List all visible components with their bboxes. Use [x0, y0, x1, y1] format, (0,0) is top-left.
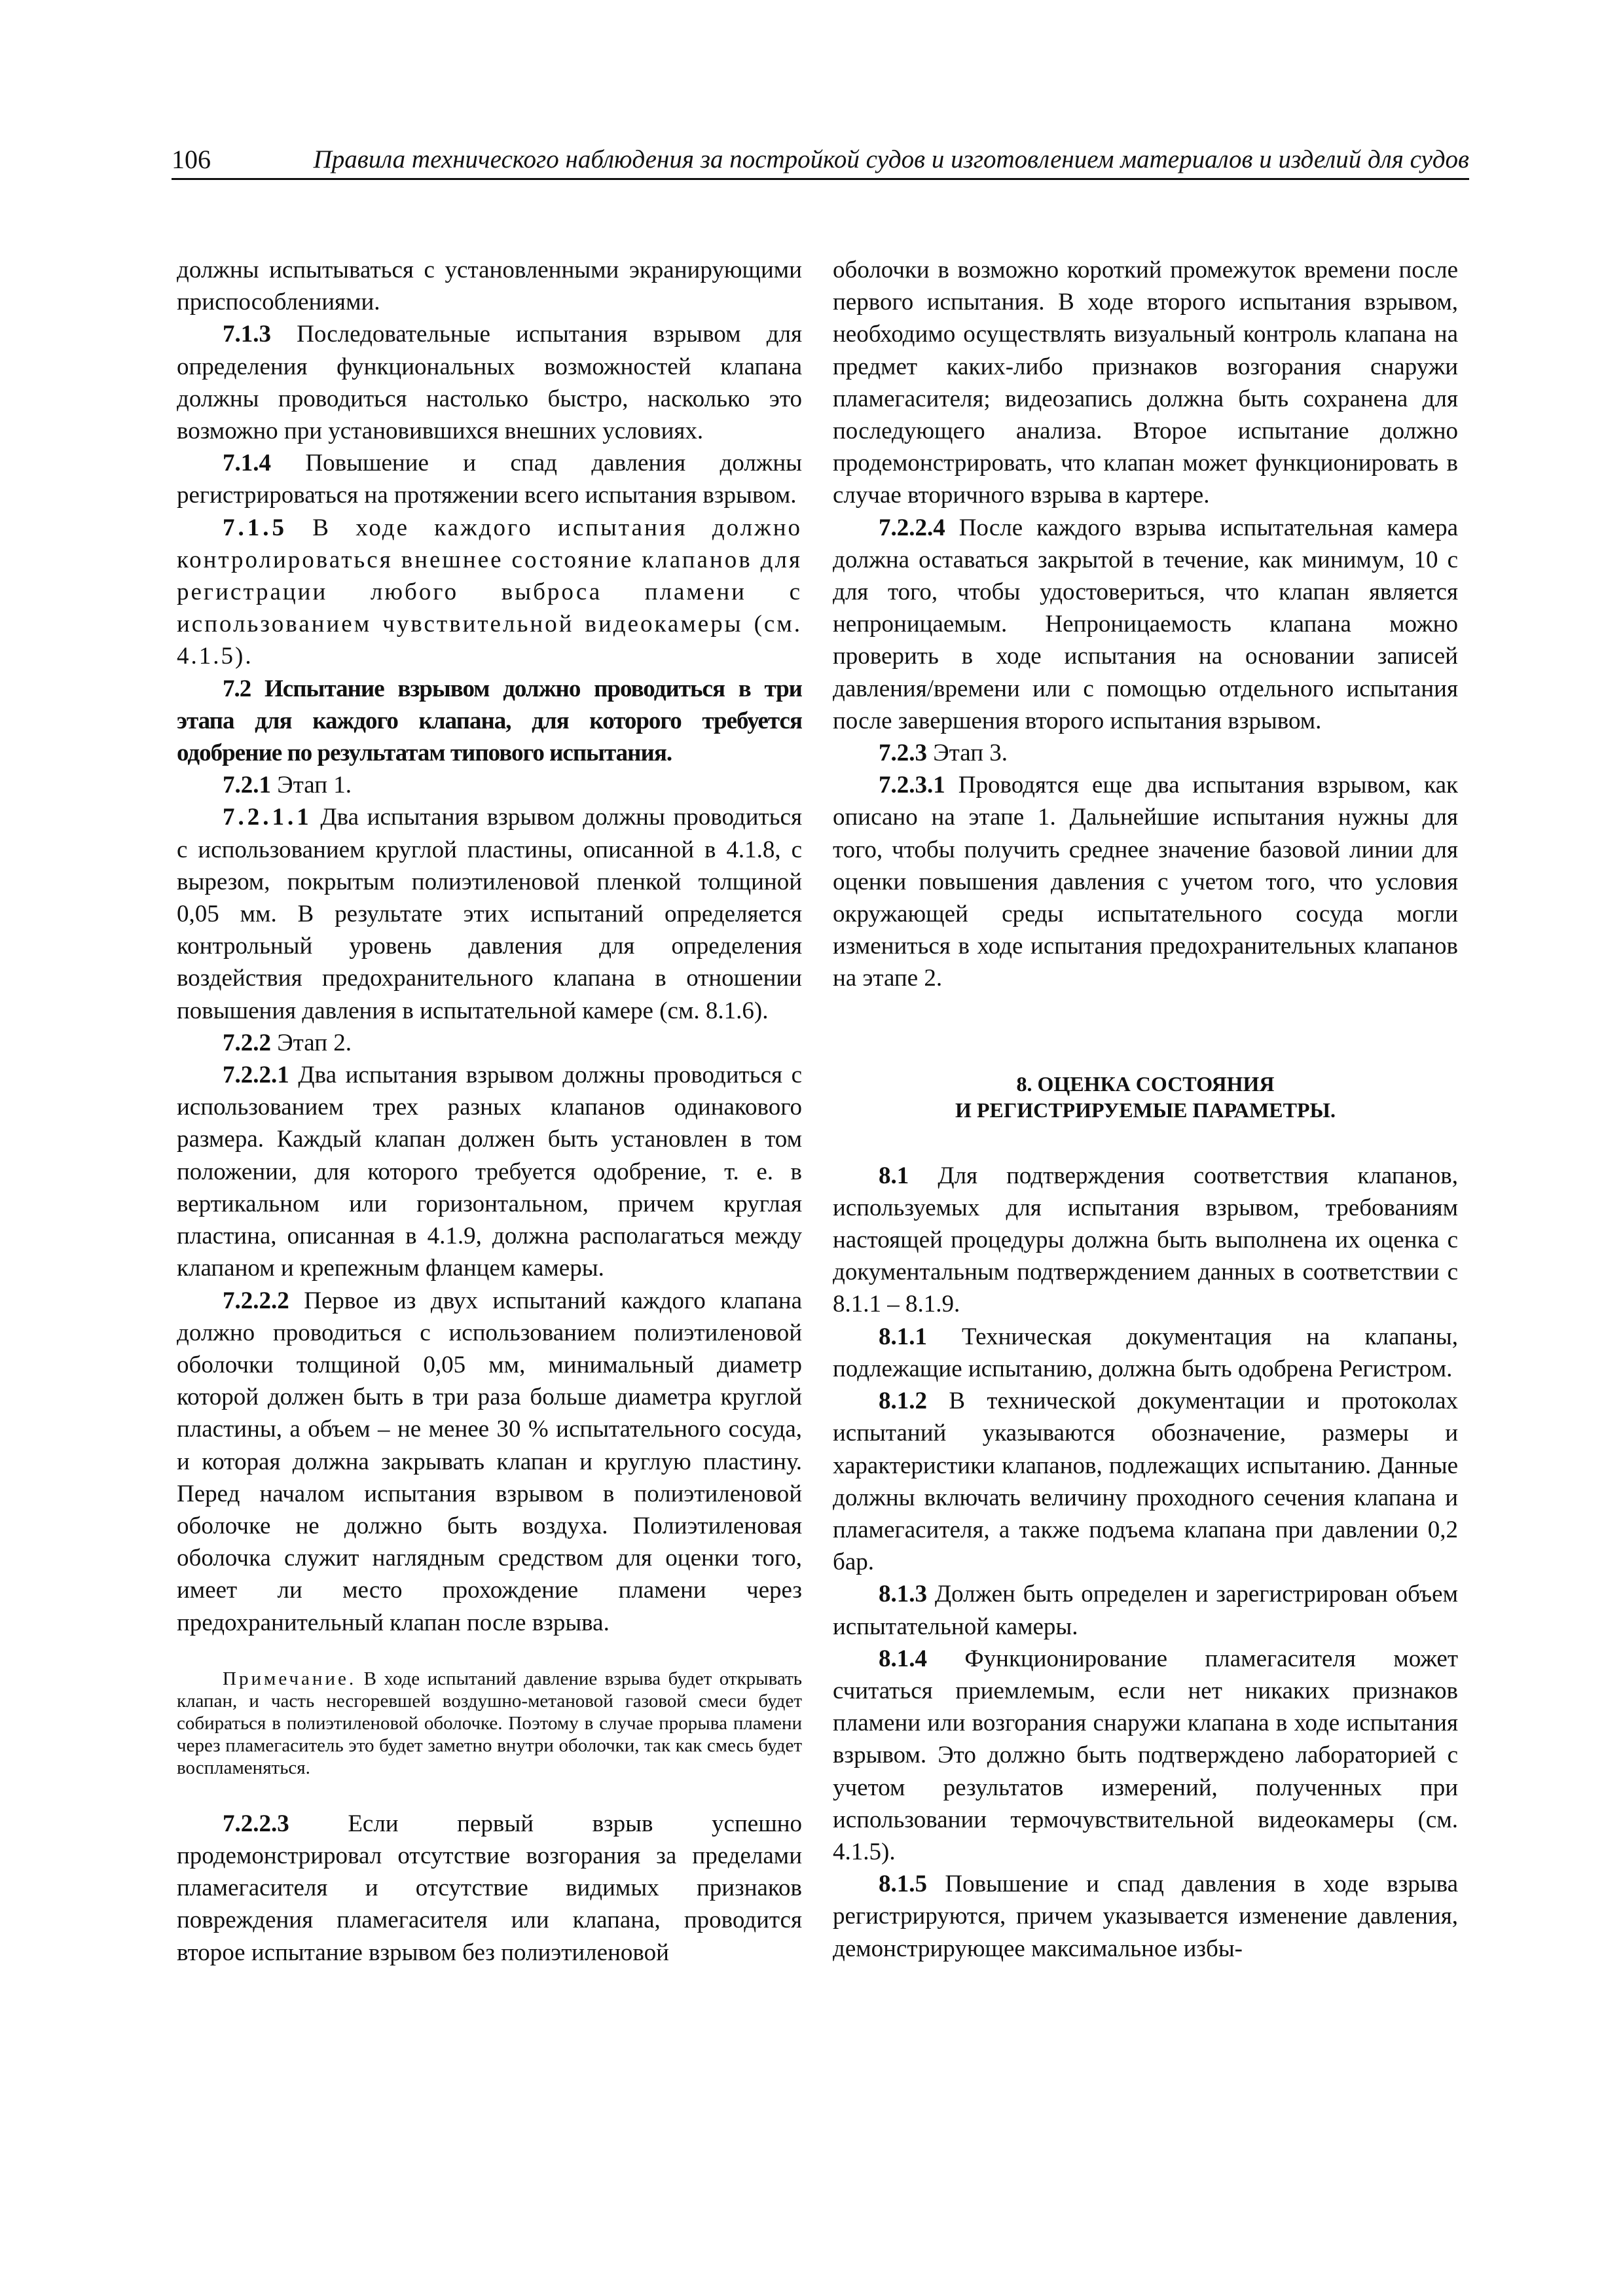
paragraph-7-2-2-3 — [177, 1808, 802, 1969]
clause-number: 8.1 — [879, 1162, 909, 1189]
section-title-line-1: 8. ОЦЕНКА СОСТОЯНИЯ — [1016, 1071, 1275, 1096]
right-column — [833, 254, 1458, 1965]
paragraph-text: Этап 2. — [277, 1029, 352, 1056]
clause-number: 7.2.2.2 — [223, 1287, 289, 1314]
note-paragraph — [177, 1668, 802, 1779]
note-label: Примечание. — [223, 1668, 357, 1689]
paragraph-7-2-1 — [177, 769, 802, 801]
clause-number: 7.2.3.1 — [879, 772, 945, 799]
paragraph-text: После каждого взрыва испытательная камера должна оставаться закрытой в течение, как минимум, 10 с для того, чтобы удостовериться, что клапан является непроницаемым. Непроницаемость клапана можно проверить в ходе испытания на основании записей давления/времени или с помощью отдельного испытания после завершения второго испытания взрывом. — [833, 514, 1458, 734]
paragraph-text: Техническая документация на клапаны, подлежащие испытанию, должна быть одобрена Регистром. — [833, 1323, 1459, 1382]
paragraph-text: Этап 3. — [933, 740, 1008, 767]
paragraph — [833, 254, 1458, 512]
paragraph-text: В технической документации и протоколах испытаний указываются обозначение, размеры и характеристики клапанов, подлежащих испытанию. Данные должны включать величину проходного сечения клапана и пламегасителя, а также подъема клапана при давлении 0,2 бар. — [833, 1388, 1459, 1576]
clause-number: 7.1.4 — [223, 450, 271, 477]
clause-number: 8.1.5 — [879, 1871, 927, 1898]
clause-number: 7.2.2.1 — [223, 1062, 289, 1089]
section-title-line-2: И РЕГИСТРИРУЕМЫЕ ПАРАМЕТРЫ. — [955, 1098, 1336, 1122]
header-rule — [172, 178, 1469, 180]
clause-number: 7.2.2 — [223, 1029, 271, 1056]
paragraph-text: Этап 1. — [277, 772, 352, 799]
paragraph-7-1-4 — [177, 447, 802, 511]
paragraph-text: Последовательные испытания взрывом для определения функциональных возможностей клапана должны проводиться настолько быстро, насколько это возможно при установившихся внешних условиях. — [177, 321, 803, 445]
paragraph-7-2-3 — [833, 737, 1458, 769]
paragraph-8-1-1 — [833, 1321, 1458, 1385]
paragraph-7-2-3-1 — [833, 769, 1458, 994]
clause-number: 7.2.2.3 — [223, 1810, 289, 1837]
clause-number: 8.1.4 — [879, 1645, 927, 1672]
clause-number: 7.1.3 — [223, 321, 271, 348]
clause-number: 8.1.2 — [879, 1388, 927, 1415]
paragraph-text: Для подтверждения соответствия клапанов, используемых для испытания взрывом, требованиям настоящей процедуры должна быть выполнена их оценка с документальным подтверждением данных в соответствии с 8.1.1 – 8.1.9. — [833, 1162, 1458, 1318]
page-number: 106 — [172, 145, 211, 174]
paragraph-7-1-5 — [177, 512, 802, 673]
paragraph-text: Первое из двух испытаний каждого клапана должно проводиться с использованием полиэтиленовой оболочки толщиной 0,05 мм, минимальный диаметр которой должен быть в три раза больше диаметра круглой пластины, а объем – не менее 30 % испытательного сосуда, и которая должна закрывать клапан и круглую пластину. Перед началом испытания взрывом в полиэтиленовой оболочке не должно быть воздуха. Полиэтиленовая оболочка служит наглядным средством для оценки того, имеет ли место прохождение пламени через предохранительный клапан после взрыва. — [177, 1287, 802, 1636]
paragraph-7-1-3 — [177, 318, 802, 447]
paragraph-7-2-2-2 — [177, 1285, 802, 1639]
section-8-heading — [833, 1071, 1458, 1123]
clause-number: 7.2.1 — [223, 772, 271, 799]
paragraph-8-1-3 — [833, 1578, 1458, 1642]
note-text: В ходе испытаний давление взрыва будет открывать клапан, и часть несгоревшей воздушно-метановой газовой смеси будет собираться в полиэтиленовой оболочке. Поэтому в случае прорыва пламени через пламегаситель это будет заметно внутри оболочки, так как смесь будет воспламеняться. — [177, 1668, 802, 1778]
clause-number: 7.2.2.4 — [879, 514, 945, 541]
paragraph-8-1-5 — [833, 1868, 1458, 1965]
paragraph-7-2-2 — [177, 1027, 802, 1059]
paragraph-text: Повышение и спад давления должны регистрироваться на протяжении всего испытания взрывом. — [177, 450, 803, 509]
clause-number: 7.2 — [223, 675, 251, 702]
paragraph-text: должны испытываться с установленными экранирующими приспособлениями. — [177, 257, 802, 316]
paragraph-text: Проводятся еще два испытания взрывом, как описано на этапе 1. Дальнейшие испытания нужны для того, чтобы получить среднее значение базовой линии для оценки повышения давления с учетом того, что условия окружающей среды испытательного сосуда могли измениться в ходе испытания предохранительных клапанов на этапе 2. — [833, 772, 1459, 992]
paragraph-text: Два испытания взрывом должны проводиться с использованием круглой пластины, описанной в 4.1.8, с вырезом, покрытым полиэтиленовой пленкой толщиной 0,05 мм. В результате этих испытаний определяется контрольный уровень давления для определения воздействия предохранительного клапана в отношении повышения давления в испытательной камере (см. 8.1.6). — [177, 804, 803, 1024]
clause-number: 7.2.1.1 — [223, 804, 312, 831]
paragraph-8-1-2 — [833, 1385, 1458, 1578]
paragraph-text: Два испытания взрывом должны проводиться с использованием трех разных клапанов одинакового размера. Каждый клапан должен быть установлен в том положении, для которого требуется одобрение, т. е. в вертикальном или горизонтальном, причем круглая пластина, описанная в 4.1.9, должна располагаться между клапаном и крепежным фланцем камеры. — [177, 1062, 803, 1282]
paragraph-text: Испытание взрывом должно проводиться в три этапа для каждого клапана, для которого требуется одобрение по результатам типового испытания. — [177, 675, 803, 767]
left-column — [177, 254, 802, 1969]
paragraph-text: оболочки в возможно короткий промежуток времени после первого испытания. В ходе второго испытания взрывом, необходимо осуществлять визуальный контроль клапана на предмет каких-либо признаков возгорания снаружи пламегасителя; видеозапись должна быть сохранена для последующего анализа. Второе испытание должно продемонстрировать, что клапан может функционировать в случае вторичного взрыва в картере. — [833, 257, 1458, 509]
page-header — [172, 143, 1469, 177]
clause-number: 8.1.1 — [879, 1323, 927, 1350]
paragraph-7-2-1-1 — [177, 801, 802, 1026]
paragraph-8-1 — [833, 1160, 1458, 1321]
note-block — [177, 1668, 802, 1779]
paragraph-text: В ходе каждого испытания должно контролироваться внешнее состояние клапанов для регистрации любого выброса пламени с использованием чувствительной видеокамеры (см. 4.1.5). — [177, 514, 803, 670]
clause-number: 8.1.3 — [879, 1581, 927, 1608]
paragraph-8-1-4 — [833, 1643, 1458, 1868]
paragraph — [177, 254, 802, 318]
running-title: Правила технического наблюдения за постройкой судов и изготовлением материалов и изделий для судов — [313, 145, 1469, 173]
paragraph-text: Функционирование пламегасителя может считаться приемлемым, если нет никаких признаков пламени или возгорания снаружи клапана в ходе испытания взрывом. Это должно быть подтверждено лабораторией с учетом результатов измерений, полученных при использовании термочувствительной видеокамеры (см. 4.1.5). — [833, 1645, 1458, 1865]
paragraph-7-2 — [177, 673, 802, 770]
clause-number: 7.2.3 — [879, 740, 927, 767]
paragraph-text: Должен быть определен и зарегистрирован объем испытательной камеры. — [833, 1581, 1459, 1640]
paragraph-7-2-2-1 — [177, 1059, 802, 1284]
paragraph-text: Если первый взрыв успешно продемонстрировал отсутствие возгорания за пределами пламегасителя и отсутствие видимых признаков повреждения пламегасителя или клапана, проводится второе испытание взрывом без полиэтиленовой — [177, 1810, 802, 1966]
paragraph-7-2-2-4 — [833, 512, 1458, 737]
clause-number: 7.1.5 — [223, 514, 287, 541]
paragraph-text: Повышение и спад давления в ходе взрыва регистрируются, причем указывается изменение давления, демонстрирующее максимальное избы- — [833, 1871, 1458, 1962]
